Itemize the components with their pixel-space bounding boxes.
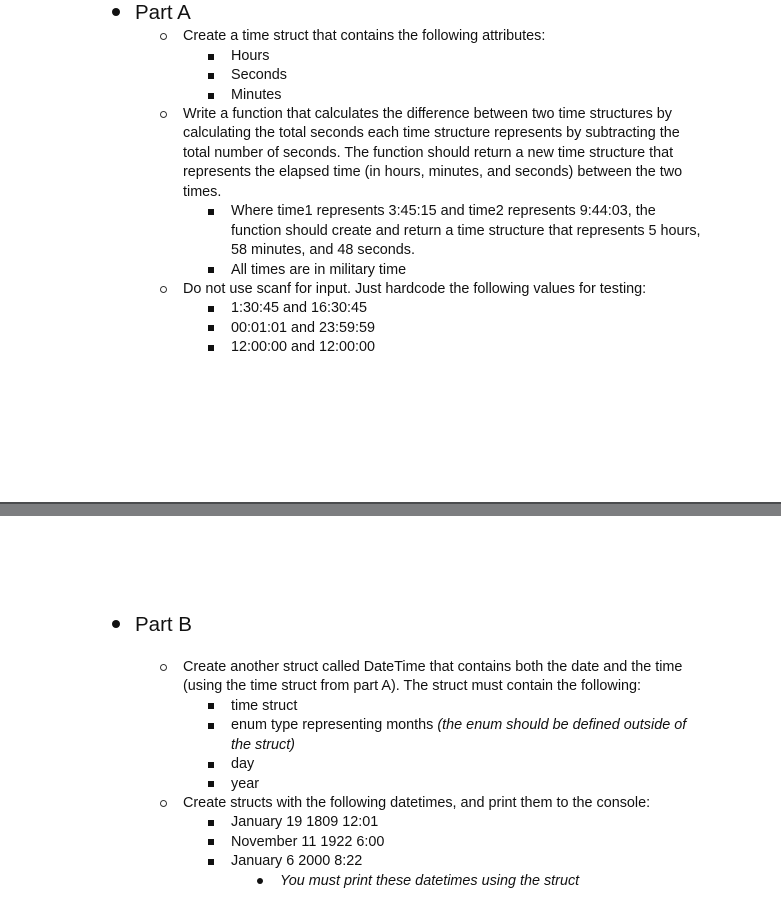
member-enum-note: (the enum should be defined outside of: [437, 717, 687, 733]
member-year: year: [231, 776, 259, 792]
test-value-3: 12:00:00 and 12:00:00: [231, 339, 376, 355]
member-enum-note-cont: the struct): [231, 737, 295, 753]
square-bullet-icon: [208, 267, 214, 273]
square-bullet-icon: [208, 859, 214, 865]
example-line-1: Where time1 represents 3:45:15 and time2 represents 9:44:03, the: [231, 203, 656, 219]
square-bullet-icon: [208, 762, 214, 768]
example-line-3: 58 minutes, and 48 seconds.: [231, 242, 416, 258]
part-a-heading-text: Part A: [135, 1, 191, 24]
datetime-1: January 19 1809 12:01: [231, 814, 379, 830]
test-value-1: 1:30:45 and 16:30:45: [231, 300, 368, 316]
hollow-bullet-icon: [160, 33, 167, 40]
bullet-dot-icon: [112, 8, 120, 16]
square-bullet-icon: [208, 306, 214, 312]
test-value-2: 00:01:01 and 23:59:59: [231, 320, 376, 336]
attribute-seconds: Seconds: [231, 67, 288, 83]
document-page-2: [0, 516, 781, 916]
part-a-heading: [135, 1, 191, 25]
attribute-minutes: Minutes: [231, 87, 282, 103]
member-enum: [231, 716, 686, 736]
square-bullet-icon: [208, 54, 214, 60]
hollow-bullet-icon: [160, 664, 167, 671]
military-time-note: All times are in military time: [231, 262, 407, 278]
part-a-item-3: Do not use scanf for input. Just hardcode the following values for testing:: [183, 281, 647, 297]
square-bullet-icon: [208, 345, 214, 351]
print-note: You must print these datetimes using the struct: [280, 873, 580, 889]
part-b-item-1-line-1: Create another struct called DateTime that contains both the date and the time: [183, 659, 683, 675]
member-time-struct: time struct: [231, 698, 298, 714]
part-a-item-2-line-5: times.: [183, 184, 222, 200]
part-a-item-2-line-2: calculating the total seconds each time structure represents by subtracting the: [183, 125, 680, 141]
part-b-item-1-line-2: (using the time struct from part A). The struct must contain the following:: [183, 678, 642, 694]
hollow-bullet-icon: [160, 286, 167, 293]
bullet-dot-icon: [112, 620, 120, 628]
page-divider: [0, 502, 781, 516]
filled-round-bullet-icon: [257, 878, 263, 884]
datetime-2: November 11 1922 6:00: [231, 834, 385, 850]
square-bullet-icon: [208, 781, 214, 787]
part-a-item-1: Create a time struct that contains the following attributes:: [183, 28, 546, 44]
attribute-hours: Hours: [231, 48, 270, 64]
part-a-item-2-line-3: total number of seconds. The function should return a new time structure that: [183, 145, 674, 161]
example-line-2: function should create and return a time structure that represents 5 hours,: [231, 223, 701, 239]
member-enum-text: enum type representing months: [231, 717, 438, 733]
member-day: day: [231, 756, 255, 772]
datetime-3: January 6 2000 8:22: [231, 853, 363, 869]
square-bullet-icon: [208, 820, 214, 826]
hollow-bullet-icon: [160, 111, 167, 118]
hollow-bullet-icon: [160, 800, 167, 807]
part-a-item-2-line-4: represents the elapsed time (in hours, minutes, and seconds) between the two: [183, 164, 683, 180]
part-b-heading: [135, 613, 192, 637]
part-b-heading-text: Part B: [135, 613, 192, 636]
square-bullet-icon: [208, 703, 214, 709]
part-b-item-2: Create structs with the following datetimes, and print them to the console:: [183, 795, 651, 811]
square-bullet-icon: [208, 93, 214, 99]
square-bullet-icon: [208, 325, 214, 331]
square-bullet-icon: [208, 73, 214, 79]
square-bullet-icon: [208, 723, 214, 729]
part-a-item-2-line-1: Write a function that calculates the difference between two time structures by: [183, 106, 673, 122]
square-bullet-icon: [208, 839, 214, 845]
square-bullet-icon: [208, 209, 214, 215]
